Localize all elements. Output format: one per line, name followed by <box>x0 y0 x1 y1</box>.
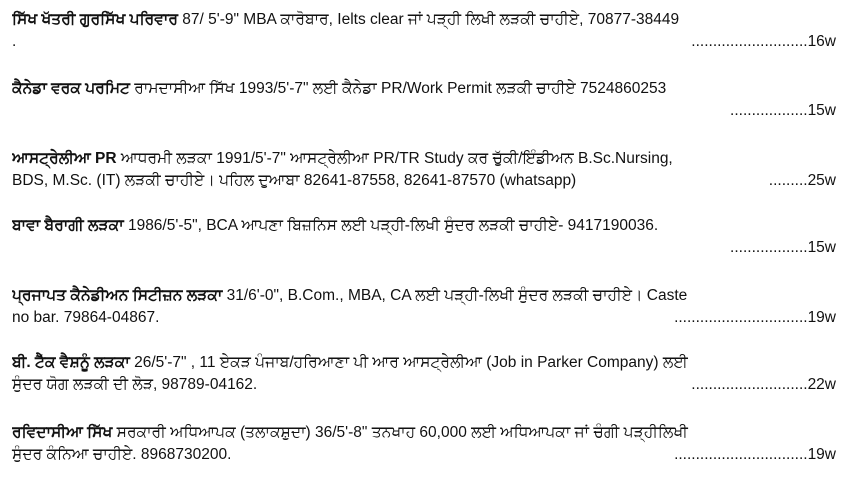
ad-code: 15w <box>807 101 836 119</box>
classified-ad <box>12 215 836 258</box>
ad-first-line <box>12 9 836 31</box>
ad-heading: ਬਾਵਾ ਬੈਰਾਗੀ ਲੜਕਾ <box>12 217 124 234</box>
ad-text-continued: no bar. 79864-04867. <box>12 308 160 326</box>
ad-text: ਰਾਮਦਾਸੀਆ ਸਿੱਖ 1993/5'-7" ਲਈ ਕੈਨੇਡਾ PR/Work Permit ਲੜਕੀ ਚਾਹੀਏ 7524860253 <box>130 80 667 97</box>
ad-code-leader <box>674 307 836 329</box>
ad-code: 19w <box>807 308 836 326</box>
ad-first-line <box>12 215 836 237</box>
classified-ad <box>12 9 836 52</box>
classified-ad <box>12 78 836 121</box>
ad-first-line <box>12 285 836 307</box>
ad-second-line <box>12 237 836 259</box>
ad-text: 87/ 5'-9" MBA ਕਾਰੋਬਾਰ, Ielts clear ਜਾਂ ਪੜ੍ਹੀ ਲਿਖੀ ਲੜਕੀ ਚਾਹੀਏ, 70877-38449 <box>177 11 680 28</box>
ad-second-line <box>12 444 836 466</box>
ad-text: ਆਧਰਮੀ ਲੜਕਾ 1991/5'-7" ਆਸਟ੍ਰੇਲੀਆ PR/TR Study ਕਰ ਚੁੱਕੀ/ਇੰਡੀਅਨ B.Sc.Nursing, <box>116 150 673 167</box>
ad-second-line <box>12 100 836 122</box>
ad-text: ਸਰਕਾਰੀ ਅਧਿਆਪਕ (ਤਲਾਕਸ਼ੁਦਾ) 36/5'-8" ਤਨਖਾਹ 60,000 ਲਈ ਅਧਿਆਪਕਾ ਜਾਂ ਚੰਗੀ ਪੜ੍ਹੀਲਿਖੀ <box>112 424 688 441</box>
ad-code-leader <box>691 374 836 396</box>
ad-text: 26/5'-7" , 11 ਏਕੜ ਪੰਜਾਬ/ਹਰਿਆਣਾ ਪੀ ਆਰ ਆਸਟ੍ਰੇਲੀਆ (Job in Parker Company) ਲਈ <box>129 354 688 371</box>
dot-leader: ............................... <box>674 445 808 463</box>
dot-leader: ........................... <box>691 375 808 393</box>
ad-code: 15w <box>807 238 836 256</box>
dot-leader: .................. <box>730 238 808 256</box>
ad-text-continued: . <box>12 32 17 50</box>
ad-first-line <box>12 352 836 374</box>
ad-first-line <box>12 148 836 170</box>
classified-ad <box>12 422 836 465</box>
ad-heading: ਆਸਟ੍ਰੇਲੀਆ PR <box>12 150 117 167</box>
classified-ad <box>12 148 836 191</box>
ad-heading: ਸਿੱਖ ਖੱਤਰੀ ਗੁਰਸਿੱਖ ਪਰਿਵਾਰ <box>12 11 178 28</box>
ad-code-leader <box>674 444 836 466</box>
ad-second-line <box>12 31 836 53</box>
ad-code: 22w <box>807 375 836 393</box>
dot-leader: ......... <box>768 171 808 189</box>
dot-leader: .................. <box>730 101 808 119</box>
dot-leader: ........................... <box>691 32 808 50</box>
ad-text: 1986/5'-5", BCA ਆਪਣਾ ਬਿਜ਼ਨਿਸ ਲਈ ਪੜ੍ਹੀ-ਲਿਖੀ ਸੁੰਦਰ ਲੜਕੀ ਚਾਹੀਏ- 9417190036. <box>123 217 659 234</box>
ad-second-line <box>12 307 836 329</box>
ad-text: 31/6'-0", B.Com., MBA, CA ਲਈ ਪੜ੍ਹੀ-ਲਿਖੀ ਸੁੰਦਰ ਲੜਕੀ ਚਾਹੀਏ। Caste <box>222 287 688 304</box>
ad-heading: ਬੀ. ਟੈੱਕ ਵੈਸ਼ਨੂੰ ਲੜਕਾ <box>12 354 130 371</box>
ad-text-continued: ਸੁੰਦਰ ਕੰਨਿਆ ਚਾਹੀਏ. 8968730200. <box>12 445 232 463</box>
ad-code-leader <box>730 237 836 259</box>
ad-first-line <box>12 78 836 100</box>
ad-code: 25w <box>807 171 836 189</box>
ad-code-leader <box>730 100 836 122</box>
ad-code-leader <box>691 31 836 53</box>
ad-heading: ਰਵਿਦਾਸੀਆ ਸਿੱਖ <box>12 424 113 441</box>
ad-heading: ਪ੍ਰਜਾਪਤ ਕੈਨੇਡੀਅਨ ਸਿਟੀਜ਼ਨ ਲੜਕਾ <box>12 287 223 304</box>
ad-second-line <box>12 374 836 396</box>
classified-ad <box>12 352 836 395</box>
ad-code: 19w <box>807 445 836 463</box>
dot-leader: ............................... <box>674 308 808 326</box>
ad-code: 16w <box>807 32 836 50</box>
ad-heading: ਕੈਨੇਡਾ ਵਰਕ ਪਰਮਿਟ <box>12 80 130 97</box>
ad-text-continued: ਸੁੰਦਰ ਯੋਗ ਲੜਕੀ ਦੀ ਲੋੜ, 98789-04162. <box>12 375 258 393</box>
classified-ad <box>12 285 836 328</box>
ad-first-line <box>12 422 836 444</box>
ad-text-continued: BDS, M.Sc. (IT) ਲੜਕੀ ਚਾਹੀਏ। ਪਹਿਲ ਦੁਆਬਾ 82641-87558, 82641-87570 (whatsapp) <box>12 171 577 189</box>
ad-second-line <box>12 170 836 192</box>
ad-code-leader <box>769 170 836 192</box>
